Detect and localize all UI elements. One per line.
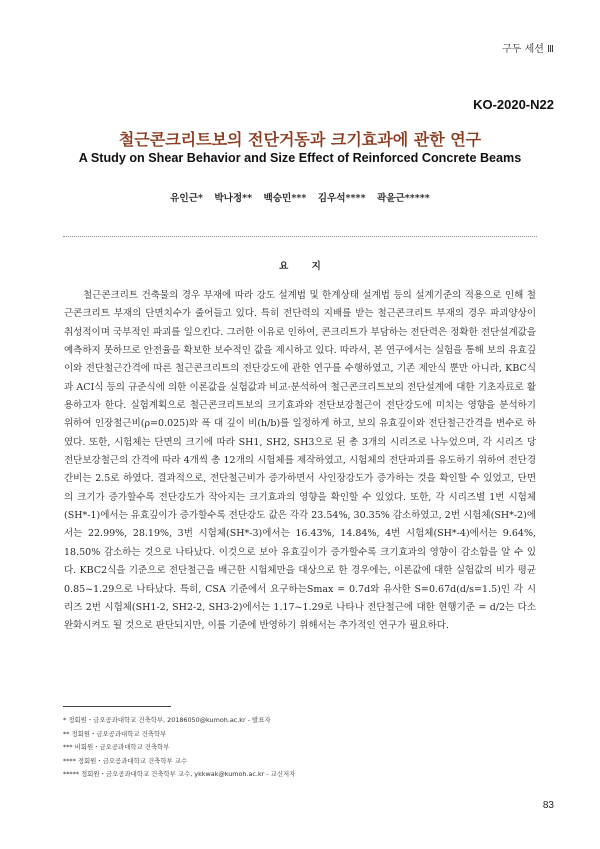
paper-code: KO-2020-N22	[473, 97, 554, 112]
footnote-1: * 정회원・금오공과대학교 건축학부, 20186050@kumoh.ac.kr - 발표자	[63, 716, 271, 724]
title-english: A Study on Shear Behavior and Size Effect of Reinforced Concrete Beams	[78, 151, 522, 165]
footnote-5: ***** 정회원・금오공과대학교 건축학부 교수, ykkwak@kumoh.ac.kr - 교신저자	[63, 770, 296, 779]
section-divider	[63, 236, 537, 237]
author-1: 유인근*	[170, 193, 203, 204]
author-2: 박나정**	[214, 193, 253, 204]
footnote-3: *** 비회원・금오공과대학교 건축학부	[63, 743, 170, 752]
author-5: 곽윤근*****	[376, 193, 430, 204]
author-3: 백승민***	[263, 193, 307, 204]
footnote-2: ** 정회원・금오공과대학교 건축학부	[63, 729, 167, 738]
footnotes	[63, 714, 295, 782]
title-korean: 철근콘크리트보의 전단거동과 크기효과에 관한 연구	[118, 130, 482, 149]
footnote-4: **** 정회원・금오공과대학교 건축학부 교수	[63, 756, 188, 765]
author-4: 김우석****	[317, 193, 366, 204]
page-number: 83	[542, 800, 554, 811]
session-label: 구두 세션 Ⅲ	[502, 44, 554, 55]
footnote-rule	[63, 706, 171, 707]
author-list	[0, 190, 600, 204]
abstract-heading: 요 지	[279, 261, 331, 272]
abstract-body: 철근콘크리트 건축물의 경우 부재에 따라 강도 설계법 및 한계상태 설계법 등의 설계기준의 적용으로 인해 철근콘크리트 부재의 단면치수가 줄어들고 있다. 특히 전단력의 지배를 받는 철근콘크리트 부재의 경우 파괴양상이 취성적이며 국부적인 파괴를 일으킨다. 그러한 이유로 인하여, 콘크리트가 부담하는 전단력은 정확한 전단설계값을 예측하지 못하므로 안전율을 확보한 보수적인 값을 제시하고 있다. 따라서, 본 연구에서는 실험을 통해 보의 유효깊이와 전단철근간격에 따른 철근콘크리트의 전단강도에 관한 연구를 수행하였고, 기존 제안식 뿐만 아니라, KBC식과 ACI식 등의 규준식에 의한 이론값을 실험값과 비교·분석하여 철근콘크리트보의 전단설계에 대한 기초자료로 활용하고자 한다. 실험계획으로 철근콘크리트보의 크기효과와 전단보강철근이 전단강도에 미치는 영향을 분석하기 위하여 인장철근비(ρ=0.025)와 폭 대 깊이 비(h/b)를 일정하게 하고, 보의 유효깊이와 전단철근간격을 변수로 하였다. 또한, 시험체는 단면의 크기에 따라 SH1, SH2, SH3으로 된 총 3개의 시리즈로 나누었으며, 각 시리즈 당 전단보강철근의 간격에 따라 4개씩 총 12개의 시험체를 제작하였고, 시험체의 전단파괴를 유도하기 위하여 전단경간비는 2.5로 하였다. 결과적으로, 전단철근비가 증가하면서 사인장강도가 증가하는 것을 확인할 수 있었고, 단면의 크기가 증가할수록 전단강도가 작아지는 크기효과의 영향을 확인할 수 있었다. 또한, 각 시리즈별 1번 시험체(SH*-1)에서는 유효깊이가 증가할수록 전단강도 값은 각각 23.54%, 30.35% 감소하였고, 2번 시험체(SH*-2)에서는 22.99%, 28.19%, 3번 시험체(SH*-3)에서는 16.43%, 14.84%, 4번 시험체(SH*-4)에서는 9.64%, 18.50% 감소하는 것으로 나타났다. 이것으로 보아 유효깊이가 증가할수록 크기효과의 영향이 감소함을 알 수 있다. KBC2식을 기준으로 전단철근을 배근한 시험체만을 대상으로 한 경우에는, 이론값에 대한 실험값의 비가 평균 0.85~1.29으로 나타났다. 특히, CSA 기준에서 요구하는Smax = 0.7d와 유사한 S=0.67d(d/s=1.5)인 각 시리즈 2번 시험체(SH1-2, SH2-2, SH3-2)에서는 1.17~1.29로 나타나 전단철근에 대한 현행기준 = d/2는 다소 완화시켜도 될 것으로 판단되지만, 이를 기준에 반영하기 위해서는 추가적인 연구가 필요하다.	[64, 290, 536, 632]
